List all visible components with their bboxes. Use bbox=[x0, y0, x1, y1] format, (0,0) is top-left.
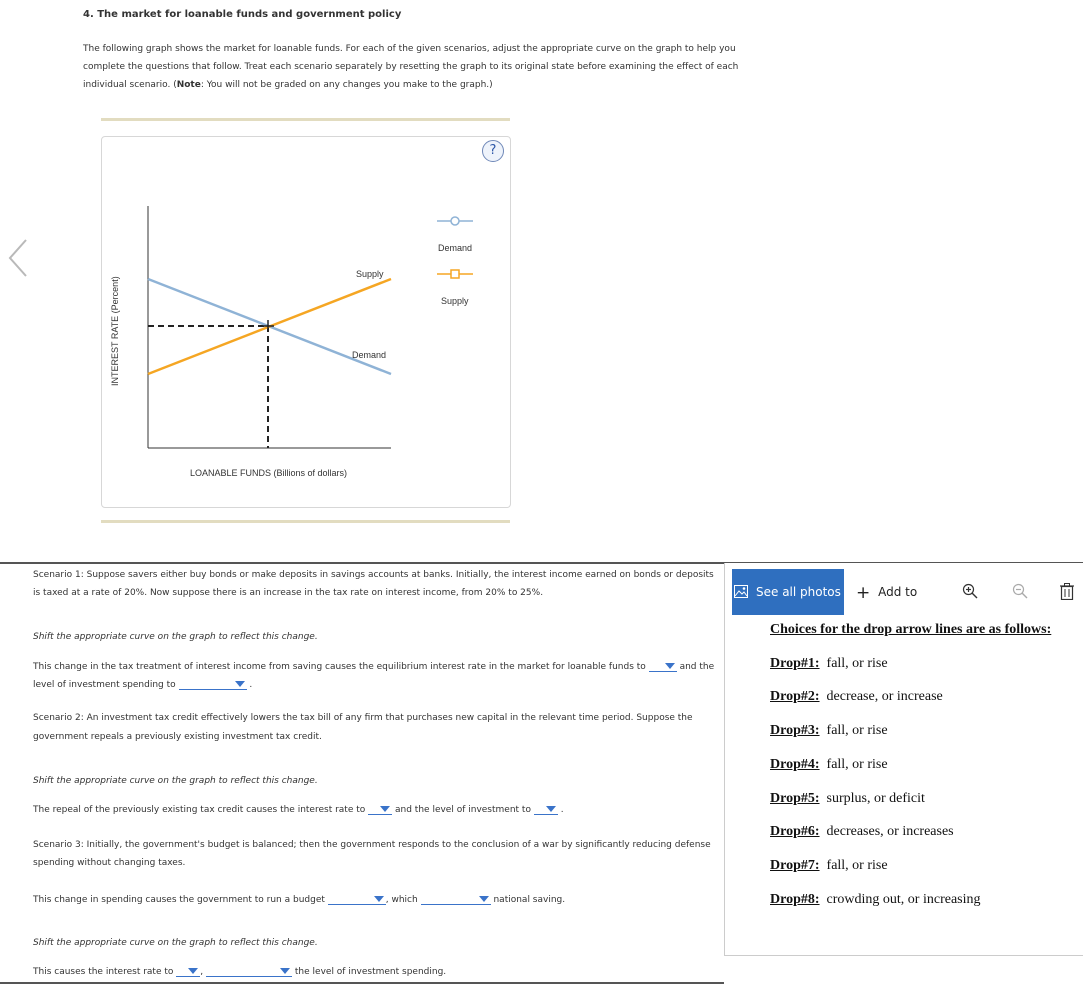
drop-key: Drop#4: bbox=[770, 757, 820, 772]
drop-2-select[interactable] bbox=[179, 678, 247, 690]
drop-value: fall, or rise bbox=[826, 723, 888, 738]
drop-choice-7 bbox=[770, 858, 888, 874]
drop-choice-6 bbox=[770, 824, 954, 840]
drop-value: crowding out, or increasing bbox=[826, 892, 981, 907]
scenario-3-question-2 bbox=[33, 965, 446, 977]
drop-4-select[interactable] bbox=[534, 803, 558, 815]
scenario-1-text-a: Scenario 1: Suppose savers either buy bonds or make deposits in savings accounts at banks. Initially, the interest income earned on bonds or deposits bbox=[33, 570, 714, 580]
drop-key: Drop#6: bbox=[770, 824, 820, 839]
legend-supply-label: Supply bbox=[441, 296, 469, 306]
chevron-down-icon bbox=[188, 968, 198, 974]
drop-choice-1 bbox=[770, 656, 888, 672]
drop-choice-2 bbox=[770, 689, 943, 705]
drop-8-select[interactable] bbox=[206, 965, 292, 977]
scenario-2-question bbox=[33, 803, 564, 815]
drop-6-select[interactable] bbox=[421, 893, 491, 905]
drop-3-select[interactable] bbox=[368, 803, 392, 815]
s1-question-text: This change in the tax treatment of interest income from saving causes the equilibrium interest rate in the market for loanable funds to bbox=[33, 662, 646, 672]
drop-choice-4 bbox=[770, 757, 888, 773]
s1-question-and: and the bbox=[679, 662, 715, 672]
scenario-1-text-b: is taxed at a rate of 20%. Now suppose there is an increase in the tax rate on interest income, from 20% to 25%. bbox=[33, 588, 544, 598]
scenario-1-question-line-1 bbox=[33, 660, 714, 672]
question-intro bbox=[83, 40, 753, 94]
demand-circle-icon[interactable] bbox=[451, 217, 459, 225]
see-all-photos-button[interactable] bbox=[732, 569, 844, 615]
drop-value: fall, or rise bbox=[826, 858, 888, 873]
loanable-funds-graph[interactable] bbox=[101, 136, 509, 506]
s3-question-text-b: national saving. bbox=[493, 895, 566, 905]
zoom-in-icon[interactable] bbox=[962, 583, 978, 599]
scenario-3-text-b: spending without changing taxes. bbox=[33, 858, 186, 868]
chevron-down-icon bbox=[380, 806, 390, 812]
chevron-down-icon bbox=[235, 681, 245, 687]
plus-icon: + bbox=[856, 583, 871, 603]
scenario-1-question-line-2 bbox=[33, 678, 252, 690]
graph-top-divider bbox=[101, 118, 510, 121]
y-axis-label: INTEREST RATE (Percent) bbox=[110, 276, 120, 386]
shift-instruction-3: Shift the appropriate curve on the graph to reflect this change. bbox=[33, 938, 318, 948]
x-axis-label: LOANABLE FUNDS (Billions of dollars) bbox=[190, 468, 348, 478]
supply-curve-label: Supply bbox=[356, 269, 384, 279]
drop-value: decrease, or increase bbox=[826, 689, 943, 704]
drop-5-select[interactable] bbox=[328, 893, 386, 905]
photo-icon bbox=[734, 585, 748, 598]
chevron-down-icon bbox=[665, 663, 675, 669]
note-label: Note bbox=[176, 80, 201, 90]
bottom-divider bbox=[0, 982, 724, 984]
choices-heading: Choices for the drop arrow lines are as follows: bbox=[770, 622, 1052, 637]
zoom-out-icon[interactable] bbox=[1012, 583, 1028, 599]
intro-line-2: complete the questions that follow. Treat each scenario separately by resetting the graph to its original state before examining the effect of each bbox=[83, 62, 739, 72]
drop-key: Drop#2: bbox=[770, 689, 820, 704]
intro-text: individual scenario. ( bbox=[83, 80, 177, 90]
drop-key: Drop#1: bbox=[770, 656, 820, 671]
chevron-down-icon bbox=[479, 896, 489, 902]
graph-bottom-divider bbox=[101, 520, 510, 523]
equilibrium-point bbox=[262, 320, 274, 332]
scenario-3-question-1 bbox=[33, 893, 565, 905]
drop-choice-3 bbox=[770, 723, 888, 739]
s1-question-text-b: level of investment spending to bbox=[33, 680, 176, 690]
question-title: 4. The market for loanable funds and government policy bbox=[83, 9, 402, 20]
drop-key: Drop#7: bbox=[770, 858, 820, 873]
s3-question-text: This change in spending causes the government to run a budget bbox=[33, 895, 325, 905]
scenario-2-text-b: government repeals a previously existing investment tax credit. bbox=[33, 732, 322, 742]
drop-7-select[interactable] bbox=[176, 965, 200, 977]
period: . bbox=[249, 680, 253, 690]
legend-demand-label: Demand bbox=[438, 243, 473, 253]
drop-choice-5 bbox=[770, 791, 925, 807]
trash-icon[interactable] bbox=[1060, 583, 1074, 600]
chevron-down-icon bbox=[546, 806, 556, 812]
drop-choice-8 bbox=[770, 892, 981, 908]
chevron-down-icon bbox=[280, 968, 290, 974]
drop-value: decreases, or increases bbox=[826, 824, 954, 839]
period: . bbox=[560, 805, 564, 815]
s3-question2-text: This causes the interest rate to bbox=[33, 967, 174, 977]
s2-question-text: The repeal of the previously existing tax credit causes the interest rate to bbox=[33, 805, 366, 815]
s3-which: , which bbox=[385, 895, 418, 905]
s3-question2-text-b: the level of investment spending. bbox=[294, 967, 447, 977]
drop-value: fall, or rise bbox=[826, 656, 888, 671]
intro-text-end: : You will not be graded on any changes you make to the graph.) bbox=[200, 80, 493, 90]
drop-value: fall, or rise bbox=[826, 757, 888, 772]
drop-key: Drop#3: bbox=[770, 723, 820, 738]
intro-line-1: The following graph shows the market for loanable funds. For each of the given scenarios, adjust the appropriate curve on the graph to help you bbox=[83, 44, 736, 54]
drop-value: surplus, or deficit bbox=[826, 791, 925, 806]
demand-curve-label: Demand bbox=[352, 350, 387, 360]
s2-question-text-b: and the level of investment to bbox=[395, 805, 531, 815]
add-to-button[interactable] bbox=[856, 583, 917, 603]
shift-instruction-1: Shift the appropriate curve on the graph to reflect this change. bbox=[33, 632, 318, 642]
drop-key: Drop#5: bbox=[770, 791, 820, 806]
add-to-label: Add to bbox=[878, 585, 918, 599]
see-all-photos-label: See all photos bbox=[756, 585, 841, 599]
legend-demand-tool[interactable] bbox=[437, 217, 473, 253]
intro-line-3 bbox=[83, 76, 753, 94]
drop-1-select[interactable] bbox=[649, 660, 677, 672]
back-chevron-icon[interactable] bbox=[6, 236, 30, 280]
comma: , bbox=[200, 967, 204, 977]
shift-instruction-2: Shift the appropriate curve on the graph to reflect this change. bbox=[33, 776, 318, 786]
supply-square-icon[interactable] bbox=[451, 270, 459, 278]
scenario-3-text-a: Scenario 3: Initially, the government's budget is balanced; then the government responds to the conclusion of a war by significantly reducing defense bbox=[33, 840, 711, 850]
chevron-down-icon bbox=[374, 896, 384, 902]
legend-supply-tool[interactable] bbox=[437, 270, 473, 306]
drop-key: Drop#8: bbox=[770, 892, 820, 907]
scenario-2-text-a: Scenario 2: An investment tax credit effectively lowers the tax bill of any firm that purchases new capital in the relevant time period. Suppose the bbox=[33, 713, 693, 723]
help-button[interactable]: ? bbox=[482, 140, 504, 162]
